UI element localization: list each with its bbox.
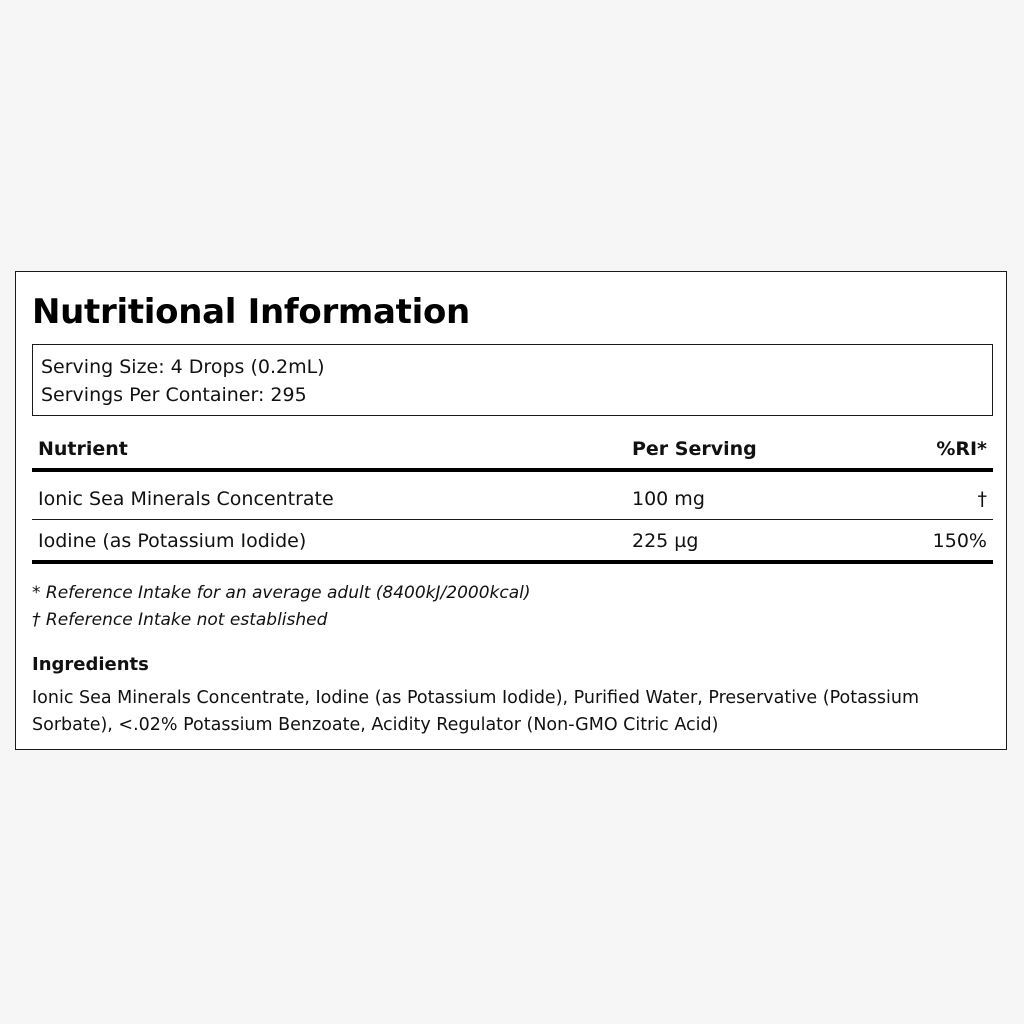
serving-info-box — [32, 344, 993, 416]
table-header-row — [32, 432, 993, 472]
footnote-not-established: † Reference Intake not established — [32, 610, 328, 630]
nutrient-ri: † — [977, 488, 987, 510]
nutrient-ri: 150% — [932, 530, 987, 552]
nutrient-amount: 225 µg — [632, 530, 699, 552]
panel-title: Nutritional Information — [32, 292, 470, 332]
serving-size: Serving Size: 4 Drops (0.2mL) — [41, 356, 325, 378]
header-nutrient: Nutrient — [38, 438, 128, 460]
table-row — [32, 520, 993, 564]
nutrient-name: Ionic Sea Minerals Concentrate — [38, 488, 334, 510]
table-row — [32, 472, 993, 520]
nutrient-table — [32, 432, 993, 564]
nutrient-name: Iodine (as Potassium Iodide) — [38, 530, 307, 552]
footnotes — [32, 580, 531, 634]
header-ri: %RI* — [936, 438, 987, 460]
footnote-reference-intake: * Reference Intake for an average adult (8400kJ/2000kcal) — [32, 583, 531, 603]
ingredients-text: Ionic Sea Minerals Concentrate, Iodine (as Potassium Iodide), Purified Water, Preservative (Potassium Sorbate), <.02% Potassium Benzoate, Acidity Regulator (Non-GMO Citric Acid) — [32, 688, 920, 735]
header-per-serving: Per Serving — [632, 438, 757, 460]
nutrition-panel — [15, 271, 1007, 750]
nutrient-amount: 100 mg — [632, 488, 705, 510]
servings-per-container: Servings Per Container: 295 — [41, 384, 307, 406]
ingredients-heading: Ingredients — [32, 654, 149, 675]
